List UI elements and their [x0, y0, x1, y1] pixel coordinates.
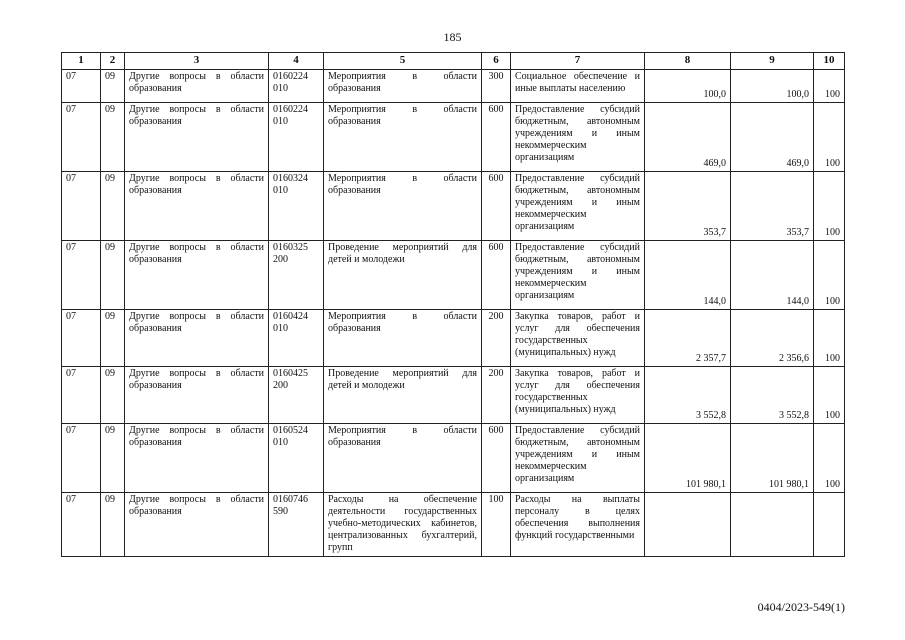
- actual-amount: 469,0: [731, 103, 814, 172]
- table-row: [62, 103, 845, 172]
- execution-percent: 100: [814, 103, 845, 172]
- article-name: Мероприятия в области образования: [324, 310, 482, 367]
- section-code: 07: [62, 424, 101, 493]
- subsection-code: 09: [101, 70, 125, 103]
- expense-type-code: 100: [482, 493, 511, 557]
- target-article-code: 0160424 010: [269, 310, 324, 367]
- column-header: 3: [125, 53, 269, 70]
- expense-type-name: Предоставление субсидий бюджетным, автономным учреждениям и иным некоммерческим организациям: [511, 424, 645, 493]
- table-row: [62, 367, 845, 424]
- expense-type-code: 200: [482, 310, 511, 367]
- document-code: 0404/2023-549(1): [757, 600, 845, 614]
- section-code: 07: [62, 103, 101, 172]
- article-name: Проведение мероприятий для детей и молодежи: [324, 241, 482, 310]
- table-header-row: [62, 53, 845, 70]
- actual-amount: [731, 493, 814, 557]
- expense-type-code: 600: [482, 241, 511, 310]
- table-row: [62, 241, 845, 310]
- section-name: Другие вопросы в области образования: [125, 310, 269, 367]
- planned-amount: 2 357,7: [645, 310, 731, 367]
- section-code: 07: [62, 172, 101, 241]
- column-header: 6: [482, 53, 511, 70]
- section-name: Другие вопросы в области образования: [125, 424, 269, 493]
- execution-percent: 100: [814, 172, 845, 241]
- section-code: 07: [62, 367, 101, 424]
- target-article-code: 0160746 590: [269, 493, 324, 557]
- subsection-code: 09: [101, 310, 125, 367]
- actual-amount: 144,0: [731, 241, 814, 310]
- execution-percent: 100: [814, 424, 845, 493]
- actual-amount: 101 980,1: [731, 424, 814, 493]
- table-row: [62, 493, 845, 557]
- section-code: 07: [62, 310, 101, 367]
- section-code: 07: [62, 493, 101, 557]
- expense-type-name: Предоставление субсидий бюджетным, автономным учреждениям и иным некоммерческим организациям: [511, 172, 645, 241]
- section-name: Другие вопросы в области образования: [125, 103, 269, 172]
- target-article-code: 0160425 200: [269, 367, 324, 424]
- table-row: [62, 310, 845, 367]
- table-row: [62, 172, 845, 241]
- target-article-code: 0160325 200: [269, 241, 324, 310]
- article-name: Расходы на обеспечение деятельности государственных учебно-методических кабинетов, централизованных бухгалтерий, групп: [324, 493, 482, 557]
- section-name: Другие вопросы в области образования: [125, 70, 269, 103]
- subsection-code: 09: [101, 367, 125, 424]
- expense-type-name: Закупка товаров, работ и услуг для обеспечения государственных (муниципальных) нужд: [511, 367, 645, 424]
- section-code: 07: [62, 241, 101, 310]
- execution-percent: 100: [814, 241, 845, 310]
- article-name: Проведение мероприятий для детей и молодежи: [324, 367, 482, 424]
- subsection-code: 09: [101, 241, 125, 310]
- execution-percent: [814, 493, 845, 557]
- target-article-code: 0160224 010: [269, 70, 324, 103]
- table-row: [62, 424, 845, 493]
- expense-type-name: Предоставление субсидий бюджетным, автономным учреждениям и иным некоммерческим организациям: [511, 241, 645, 310]
- expense-type-name: Предоставление субсидий бюджетным, автономным учреждениям и иным некоммерческим организациям: [511, 103, 645, 172]
- planned-amount: 100,0: [645, 70, 731, 103]
- planned-amount: 469,0: [645, 103, 731, 172]
- section-name: Другие вопросы в области образования: [125, 241, 269, 310]
- expense-type-name: Социальное обеспечение и иные выплаты населению: [511, 70, 645, 103]
- expense-type-code: 200: [482, 367, 511, 424]
- subsection-code: 09: [101, 172, 125, 241]
- column-header: 5: [324, 53, 482, 70]
- execution-percent: 100: [814, 310, 845, 367]
- article-name: Мероприятия в области образования: [324, 424, 482, 493]
- expense-type-code: 300: [482, 70, 511, 103]
- planned-amount: [645, 493, 731, 557]
- actual-amount: 100,0: [731, 70, 814, 103]
- column-header: 1: [62, 53, 101, 70]
- section-name: Другие вопросы в области образования: [125, 172, 269, 241]
- expense-type-name: Закупка товаров, работ и услуг для обеспечения государственных (муниципальных) нужд: [511, 310, 645, 367]
- planned-amount: 101 980,1: [645, 424, 731, 493]
- execution-percent: 100: [814, 367, 845, 424]
- expense-type-code: 600: [482, 424, 511, 493]
- column-header: 4: [269, 53, 324, 70]
- column-header: 10: [814, 53, 845, 70]
- article-name: Мероприятия в области образования: [324, 103, 482, 172]
- subsection-code: 09: [101, 424, 125, 493]
- target-article-code: 0160324 010: [269, 172, 324, 241]
- budget-table: [61, 52, 845, 557]
- actual-amount: 2 356,6: [731, 310, 814, 367]
- page-number: 185: [443, 30, 462, 44]
- section-code: 07: [62, 70, 101, 103]
- target-article-code: 0160524 010: [269, 424, 324, 493]
- article-name: Мероприятия в области образования: [324, 70, 482, 103]
- actual-amount: 353,7: [731, 172, 814, 241]
- expense-type-code: 600: [482, 103, 511, 172]
- actual-amount: 3 552,8: [731, 367, 814, 424]
- expense-type-name: Расходы на выплаты персоналу в целях обеспечения выполнения функций государственными: [511, 493, 645, 557]
- target-article-code: 0160224 010: [269, 103, 324, 172]
- column-header: 2: [101, 53, 125, 70]
- execution-percent: 100: [814, 70, 845, 103]
- table-row: [62, 70, 845, 103]
- section-name: Другие вопросы в области образования: [125, 367, 269, 424]
- article-name: Мероприятия в области образования: [324, 172, 482, 241]
- section-name: Другие вопросы в области образования: [125, 493, 269, 557]
- planned-amount: 353,7: [645, 172, 731, 241]
- planned-amount: 3 552,8: [645, 367, 731, 424]
- subsection-code: 09: [101, 103, 125, 172]
- column-header: 9: [731, 53, 814, 70]
- expense-type-code: 600: [482, 172, 511, 241]
- column-header: 7: [511, 53, 645, 70]
- column-header: 8: [645, 53, 731, 70]
- planned-amount: 144,0: [645, 241, 731, 310]
- subsection-code: 09: [101, 493, 125, 557]
